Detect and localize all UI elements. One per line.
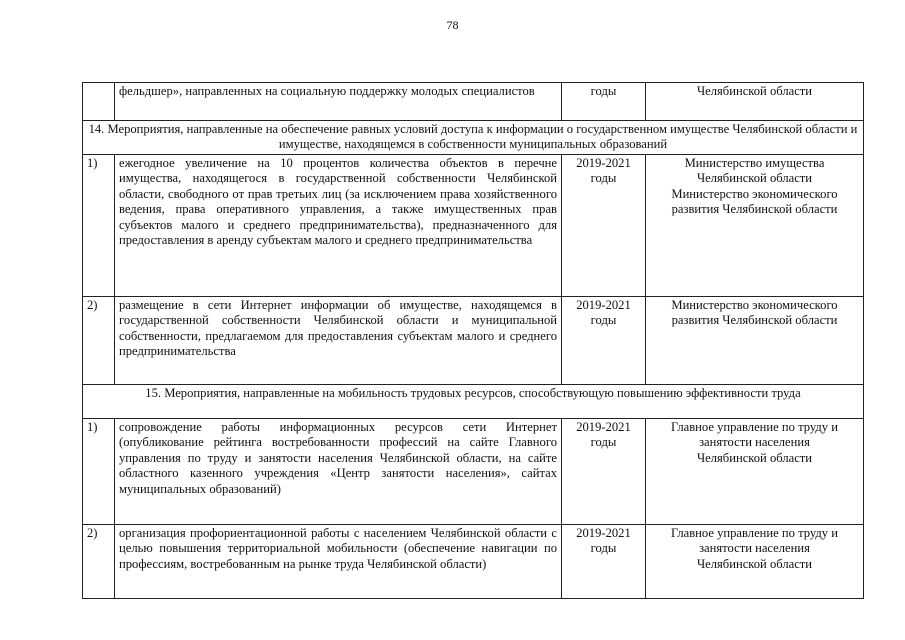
measure-description: организация профориентационной работы с населением Челябинской области с целью повышения территориальной мобильности (обеспечение навигации по профессиям, востребованным на рынке труда Челябинской области) [115,525,562,599]
responsible-cell [646,155,864,297]
page-number: 78 [446,18,459,32]
section-header-row [83,385,864,419]
responsible-cell [646,419,864,525]
row-number: 1) [83,419,115,525]
period-cell [562,525,646,599]
responsible-line: Челябинской области [696,171,813,186]
period-range: 2019-2021 [576,156,631,170]
period-range: 2019-2021 [576,298,631,312]
responsible-line: Челябинской области [696,84,813,98]
table-row [83,83,864,121]
table-row [83,525,864,599]
responsible-line: Министерство имущества [684,156,825,170]
responsible-line: Главное управление по труду и [671,420,838,434]
row-number: 1) [83,155,115,297]
measure-description: фельдшер», направленных на социальную поддержку молодых специалистов [115,83,562,121]
table-row [83,419,864,525]
period-cell [562,419,646,525]
responsible-line: развития Челябинской области [671,202,838,217]
row-number-cell [83,83,115,121]
section-header-row [83,121,864,155]
section-14-title: 14. Мероприятия, направленные на обеспечение равных условий доступа к информации о государственном имуществе Челябинской области и имуществе, находящемся в собственности муниципальных образований [83,121,864,155]
responsible-line: занятости населения [699,435,810,450]
responsible-cell [646,525,864,599]
responsible-line: Министерство экономического [671,186,838,201]
measure-description: сопровождение работы информационных ресурсов сети Интернет (опубликование рейтинга востребованности профессий на сайте Главного управления по труду и занятости населения Челябинской области, на сайте областного казенного учреждения «Центр занятости населения», сайтах муниципальных образований) [115,419,562,525]
period-range: 2019-2021 [576,420,631,434]
period-cell [562,83,646,121]
responsible-line: Челябинской области [696,450,813,465]
table-row [83,155,864,297]
responsible-line: Министерство экономического [671,298,838,312]
responsible-line: занятости населения [699,541,810,556]
row-number: 2) [83,525,115,599]
responsible-line: Челябинской области [696,556,813,571]
period-word: годы [590,541,617,556]
responsible-cell [646,83,864,121]
measures-table [82,82,864,599]
table-row [83,297,864,385]
responsible-cell [646,297,864,385]
measure-description: ежегодное увеличение на 10 процентов количества объектов в перечне имущества, находящегося в государственной собственности Челябинской области, свободного от прав третьих лиц (за исключением права хозяйственного ведения, права оперативного управления, а также имущественных прав субъектов малого и среднего предпринимательства), предназначенного для предоставления в аренду субъектам малого и среднего предпринимательства [115,155,562,297]
measure-description: размещение в сети Интернет информации об имуществе, находящемся в государственной собственности Челябинской области и муниципальной собственности, предлагаемом для предоставления субъектам малого и среднего предпринимательства [115,297,562,385]
section-15-title: 15. Мероприятия, направленные на мобильность трудовых ресурсов, способствующую повышению эффективности труда [83,385,864,419]
row-number: 2) [83,297,115,385]
period-word: годы [590,313,617,328]
period-range: 2019-2021 [576,526,631,540]
period-word: годы [590,171,617,186]
responsible-line: развития Челябинской области [671,313,838,328]
responsible-line: Главное управление по труду и [671,526,838,540]
period-cell [562,155,646,297]
period-cell [562,297,646,385]
period-word: годы [590,84,617,98]
period-word: годы [590,435,617,450]
